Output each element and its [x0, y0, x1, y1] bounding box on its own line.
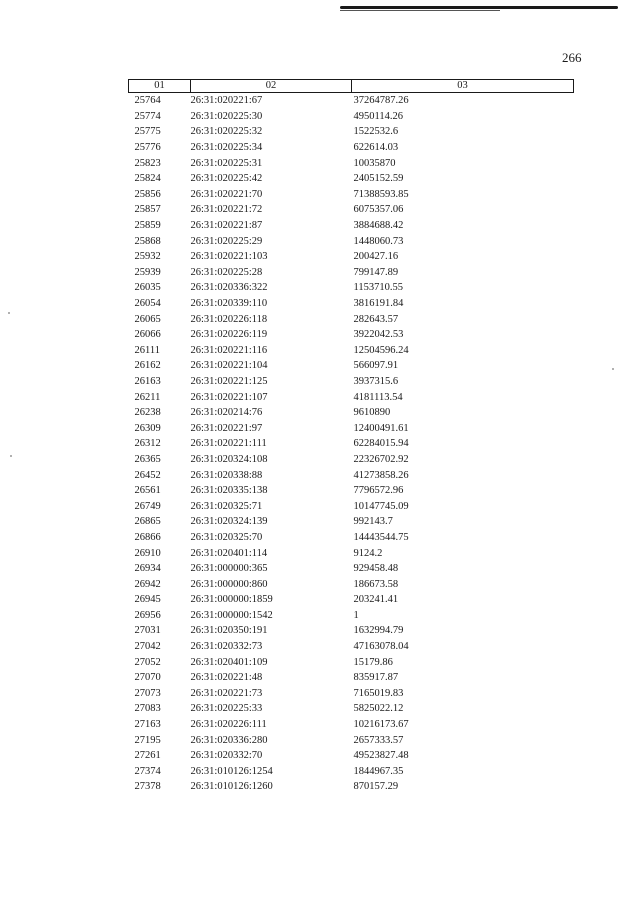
- table-row: [129, 187, 574, 203]
- column-header-01: 01: [129, 80, 191, 93]
- table-row: [129, 779, 574, 795]
- cell-cadastral-number: 26:31:020325:71: [190, 500, 263, 512]
- cell-cadastral-number: 26:31:020401:109: [190, 656, 268, 668]
- table-row: [129, 140, 574, 156]
- table-row: [129, 420, 574, 436]
- table-row: [129, 296, 574, 312]
- page-number: 266: [562, 50, 582, 65]
- cell-value: 203241.41: [353, 594, 399, 606]
- cell-id: 26866: [134, 531, 161, 543]
- table-row: [129, 374, 574, 390]
- table-row: [129, 389, 574, 405]
- table-row: [129, 311, 574, 327]
- table-row: [129, 265, 574, 281]
- cell-value: 7796572.96: [353, 485, 404, 497]
- cell-id: 25775: [134, 126, 161, 138]
- cell-cadastral-number: 26:31:020221:104: [190, 360, 268, 372]
- table-row: [129, 233, 574, 249]
- table-row: [129, 109, 574, 125]
- cell-id: 26054: [134, 298, 161, 310]
- cell-id: 25776: [134, 142, 161, 154]
- cell-id: 26065: [134, 313, 161, 325]
- table-row: [129, 343, 574, 359]
- cell-id: 26035: [134, 282, 161, 294]
- table-row: [129, 436, 574, 452]
- cell-value: 10216173.67: [353, 719, 409, 731]
- table-row: [129, 561, 574, 577]
- cell-value: 3816191.84: [353, 298, 404, 310]
- table-row: [129, 608, 574, 624]
- cell-value: 1448060.73: [353, 235, 404, 247]
- cell-cadastral-number: 26:31:020325:70: [190, 531, 263, 543]
- cell-cadastral-number: 26:31:020332:73: [190, 641, 263, 653]
- cell-value: 22326702.92: [353, 453, 409, 465]
- cell-id: 26066: [134, 329, 161, 341]
- cell-value: 15179.86: [353, 656, 393, 668]
- cell-value: 1522532.6: [353, 126, 399, 138]
- cell-value: 622614.03: [353, 142, 399, 154]
- table-row: [129, 452, 574, 468]
- cell-cadastral-number: 26:31:020221:70: [190, 188, 263, 200]
- cell-value: 1632994.79: [353, 625, 404, 637]
- cell-cadastral-number: 26:31:020225:30: [190, 110, 263, 122]
- cell-id: 26942: [134, 578, 161, 590]
- table-row: [129, 576, 574, 592]
- cell-id: 25824: [134, 173, 161, 185]
- column-header-02: 02: [191, 80, 352, 93]
- table-row: [129, 171, 574, 187]
- cell-value: 799147.89: [353, 266, 399, 278]
- cell-value: 1: [353, 609, 359, 621]
- table-row: [129, 545, 574, 561]
- scan-speck: [10, 455, 12, 457]
- cell-value: 10035870: [353, 157, 396, 169]
- cell-value: 282643.57: [353, 313, 399, 325]
- cell-cadastral-number: 26:31:020225:34: [190, 142, 263, 154]
- cell-value: 9610890: [353, 407, 391, 419]
- column-header-03: 03: [352, 80, 574, 93]
- table-row: [129, 686, 574, 702]
- cell-cadastral-number: 26:31:020335:138: [190, 485, 268, 497]
- table-row: [129, 732, 574, 748]
- cell-value: 870157.29: [353, 781, 399, 793]
- cell-id: 25939: [134, 266, 161, 278]
- table-body: [129, 93, 574, 795]
- cell-value: 71388593.85: [353, 188, 409, 200]
- cell-id: 26561: [134, 485, 161, 497]
- cell-value: 47163078.04: [353, 641, 409, 653]
- cell-value: 6075357.06: [353, 204, 404, 216]
- cell-value: 12400491.61: [353, 422, 409, 434]
- table-row: [129, 93, 574, 109]
- cell-cadastral-number: 26:31:000000:1542: [190, 609, 273, 621]
- cell-cadastral-number: 26:31:000000:1859: [190, 594, 273, 606]
- cell-id: 27052: [134, 656, 161, 668]
- cell-cadastral-number: 26:31:020225:31: [190, 157, 263, 169]
- cell-cadastral-number: 26:31:020226:119: [190, 329, 268, 341]
- cell-id: 26945: [134, 594, 161, 606]
- table-row: [129, 124, 574, 140]
- cell-id: 25868: [134, 235, 161, 247]
- table-row: [129, 467, 574, 483]
- cell-value: 2405152.59: [353, 173, 404, 185]
- cell-cadastral-number: 26:31:020324:139: [190, 516, 268, 528]
- cell-cadastral-number: 26:31:020324:108: [190, 453, 268, 465]
- cell-cadastral-number: 26:31:020221:72: [190, 204, 263, 216]
- cell-cadastral-number: 26:31:020221:67: [190, 95, 263, 107]
- cell-cadastral-number: 26:31:020226:118: [190, 313, 268, 325]
- cell-cadastral-number: 26:31:020221:73: [190, 687, 263, 699]
- cell-cadastral-number: 26:31:020221:116: [190, 344, 268, 356]
- cell-id: 27378: [134, 781, 161, 793]
- table-row: [129, 530, 574, 546]
- cell-value: 37264787.26: [353, 95, 409, 107]
- cell-value: 7165019.83: [353, 687, 404, 699]
- cell-id: 27031: [134, 625, 161, 637]
- table-row: [129, 358, 574, 374]
- table-row: [129, 623, 574, 639]
- cell-cadastral-number: 26:31:020401:114: [190, 547, 268, 559]
- table-header-row: [129, 80, 574, 93]
- table-row: [129, 280, 574, 296]
- cell-id: 27195: [134, 734, 161, 746]
- cell-cadastral-number: 26:31:020221:111: [190, 438, 267, 450]
- cell-value: 929458.48: [353, 563, 399, 575]
- cell-id: 26365: [134, 453, 161, 465]
- cell-id: 25859: [134, 220, 161, 232]
- cell-id: 26749: [134, 500, 161, 512]
- table-row: [129, 405, 574, 421]
- cell-id: 26934: [134, 563, 161, 575]
- cell-id: 25823: [134, 157, 161, 169]
- data-table: [128, 79, 574, 795]
- top-rule-thin: [340, 10, 500, 11]
- cell-id: 27163: [134, 719, 161, 731]
- cell-cadastral-number: 26:31:010126:1254: [190, 765, 273, 777]
- table-row: [129, 249, 574, 265]
- cell-value: 14443544.75: [353, 531, 409, 543]
- table-row: [129, 701, 574, 717]
- cell-id: 26211: [134, 391, 161, 403]
- table-row: [129, 155, 574, 171]
- cell-cadastral-number: 26:31:000000:860: [190, 578, 268, 590]
- top-rule: [340, 6, 618, 9]
- cell-id: 26163: [134, 375, 161, 387]
- cell-cadastral-number: 26:31:020225:28: [190, 266, 263, 278]
- table-row: [129, 639, 574, 655]
- cell-cadastral-number: 26:31:020221:87: [190, 220, 263, 232]
- cell-value: 200427.16: [353, 251, 399, 263]
- cell-value: 2657333.57: [353, 734, 404, 746]
- scan-speck: [8, 312, 10, 314]
- cell-cadastral-number: 26:31:010126:1260: [190, 781, 273, 793]
- cell-id: 27083: [134, 703, 161, 715]
- cell-id: 25932: [134, 251, 161, 263]
- cell-value: 10147745.09: [353, 500, 409, 512]
- table-row: [129, 764, 574, 780]
- cell-value: 1153710.55: [353, 282, 403, 294]
- cell-cadastral-number: 26:31:020221:97: [190, 422, 263, 434]
- cell-cadastral-number: 26:31:020225:29: [190, 235, 263, 247]
- cell-value: 186673.58: [353, 578, 399, 590]
- cell-id: 27070: [134, 672, 161, 684]
- cell-value: 49523827.48: [353, 750, 409, 762]
- cell-cadastral-number: 26:31:020336:280: [190, 734, 268, 746]
- cell-cadastral-number: 26:31:020350:191: [190, 625, 268, 637]
- cell-id: 26910: [134, 547, 161, 559]
- cell-value: 3884688.42: [353, 220, 404, 232]
- cell-cadastral-number: 26:31:020214:76: [190, 407, 263, 419]
- table-row: [129, 218, 574, 234]
- cell-id: 27073: [134, 687, 161, 699]
- table-row: [129, 748, 574, 764]
- cell-id: 26309: [134, 422, 161, 434]
- cell-cadastral-number: 26:31:000000:365: [190, 563, 268, 575]
- cell-cadastral-number: 26:31:020336:322: [190, 282, 268, 294]
- table-row: [129, 483, 574, 499]
- cell-id: 26312: [134, 438, 161, 450]
- table-row: [129, 592, 574, 608]
- cell-value: 566097.91: [353, 360, 399, 372]
- table-row: [129, 514, 574, 530]
- cell-id: 26865: [134, 516, 161, 528]
- cell-cadastral-number: 26:31:020332:70: [190, 750, 263, 762]
- cell-cadastral-number: 26:31:020221:103: [190, 251, 268, 263]
- cell-id: 26162: [134, 360, 161, 372]
- cell-value: 3922042.53: [353, 329, 404, 341]
- cell-id: 27042: [134, 641, 161, 653]
- table-row: [129, 670, 574, 686]
- cell-id: 26111: [134, 344, 160, 356]
- cell-cadastral-number: 26:31:020221:125: [190, 375, 268, 387]
- cell-value: 3937315.6: [353, 375, 399, 387]
- cell-value: 4181113.54: [353, 391, 403, 403]
- cell-value: 9124.2: [353, 547, 383, 559]
- cell-id: 26956: [134, 609, 161, 621]
- cell-id: 25764: [134, 95, 161, 107]
- cell-value: 5825022.12: [353, 703, 404, 715]
- cell-id: 26238: [134, 407, 161, 419]
- cell-cadastral-number: 26:31:020225:32: [190, 126, 263, 138]
- cell-value: 4950114.26: [353, 110, 403, 122]
- cell-value: 12504596.24: [353, 344, 409, 356]
- cell-cadastral-number: 26:31:020339:110: [190, 298, 268, 310]
- cell-cadastral-number: 26:31:020338:88: [190, 469, 263, 481]
- cell-cadastral-number: 26:31:020225:42: [190, 173, 263, 185]
- cell-value: 62284015.94: [353, 438, 409, 450]
- cell-value: 835917.87: [353, 672, 399, 684]
- table-row: [129, 717, 574, 733]
- cell-id: 25857: [134, 204, 161, 216]
- cell-id: 27374: [134, 765, 161, 777]
- cell-id: 27261: [134, 750, 161, 762]
- cell-id: 25774: [134, 110, 161, 122]
- cell-id: 25856: [134, 188, 161, 200]
- cell-cadastral-number: 26:31:020221:48: [190, 672, 263, 684]
- cell-value: 1844967.35: [353, 765, 404, 777]
- table-row: [129, 498, 574, 514]
- cell-cadastral-number: 26:31:020221:107: [190, 391, 268, 403]
- cell-value: 41273858.26: [353, 469, 409, 481]
- table-row: [129, 202, 574, 218]
- cell-id: 26452: [134, 469, 161, 481]
- cell-value: 992143.7: [353, 516, 393, 528]
- table-row: [129, 654, 574, 670]
- scan-speck: [612, 368, 614, 370]
- cell-cadastral-number: 26:31:020225:33: [190, 703, 263, 715]
- cell-cadastral-number: 26:31:020226:111: [190, 719, 267, 731]
- table-row: [129, 327, 574, 343]
